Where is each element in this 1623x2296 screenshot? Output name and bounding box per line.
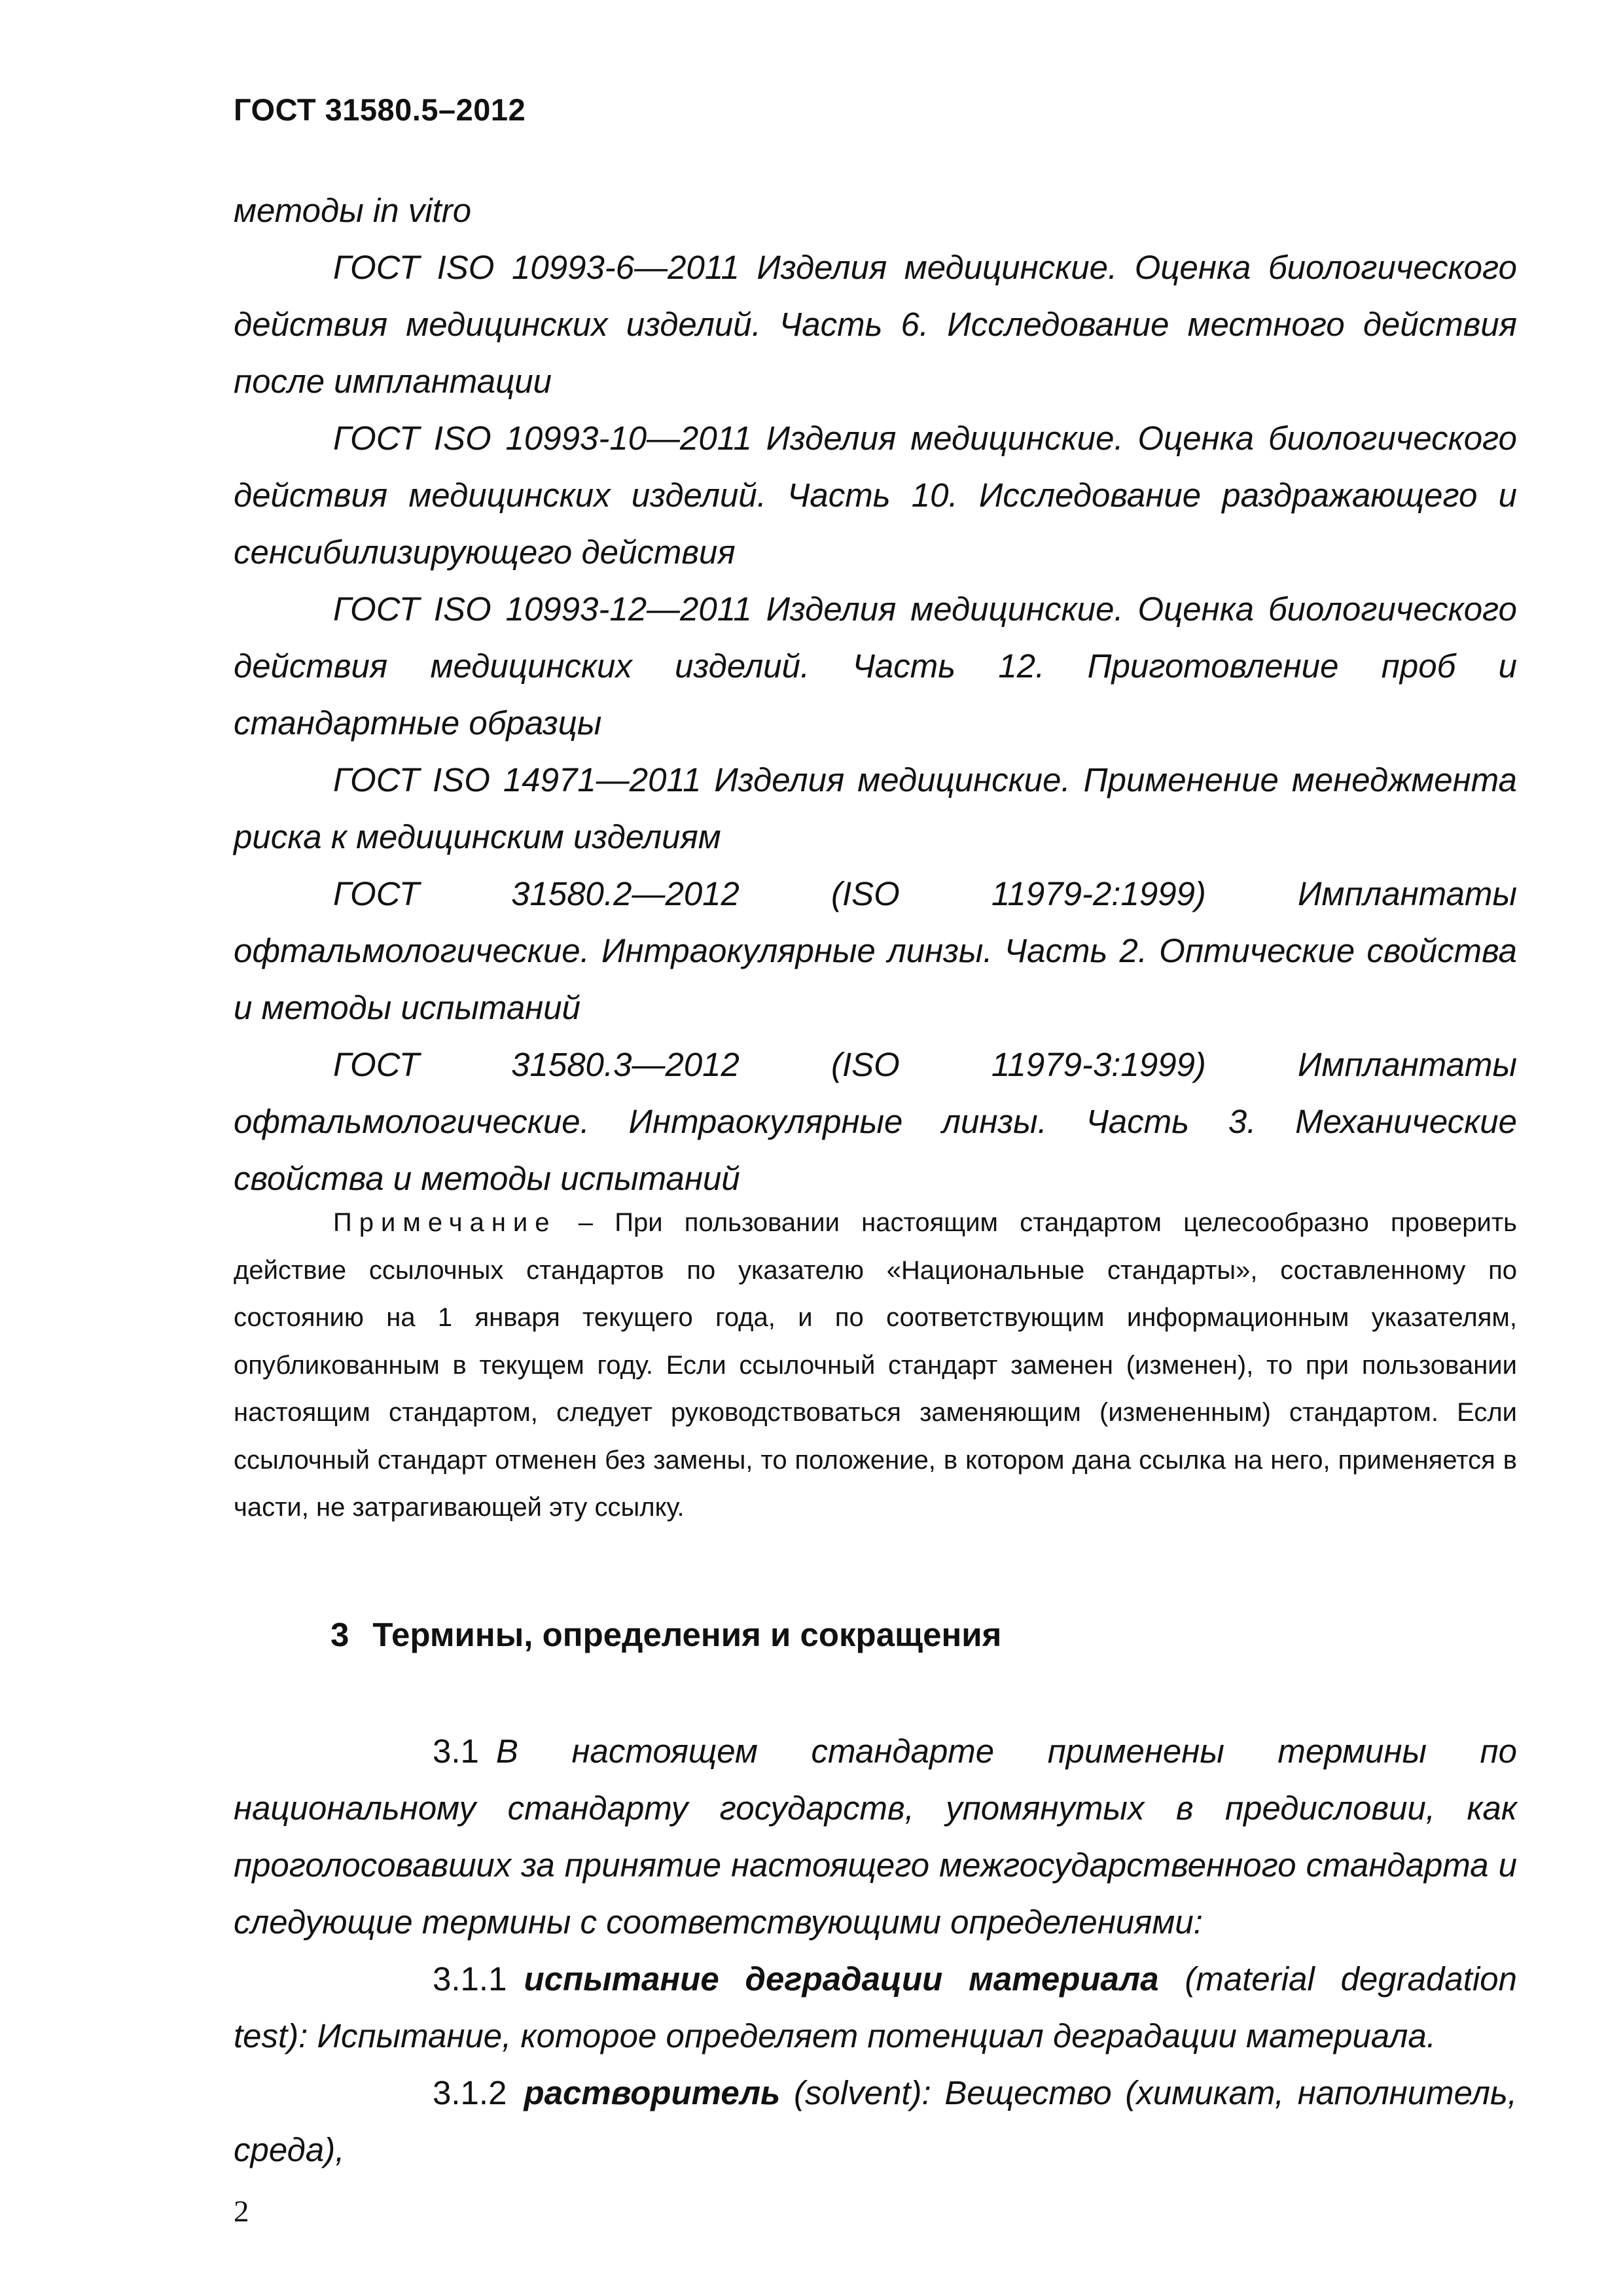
section-heading (330, 1615, 1001, 1654)
reference-item-continuation: офтальмологические. Интраокулярные линзы. Часть 3. Механические свойства и методы испытаний (234, 1103, 1517, 1197)
page-number: 2 (234, 2195, 249, 2229)
clause-text: В настоящем стандарте применены термины по национальному стандарту государств, упомянутых в предисловии, как проголосовавших за принятие настоящего межгосударственного стандарта и следующие термины с соответствующими определениями: (234, 1732, 1517, 1941)
clause-3-1-2 (234, 2064, 1517, 2178)
section-title: Термины, определения и сокращения (372, 1616, 1002, 1653)
reference-item-continuation: офтальмологические. Интраокулярные линзы. Часть 2. Оптические свойства и методы испытаний (234, 932, 1517, 1026)
note-text: – При пользовании настоящим стандартом целесообразно проверить действие ссылочных стандартов по указателю «Национальные стандарты», составленному по состоянию на 1 января текущего года, и по соответствующим информационным указателям, опубликованным в текущем году. Если ссылочный стандарт заменен (изменен), то при пользовании настоящим стандартом, следует руководствоваться заменяющим (измененным) стандартом. Если ссылочный стандарт отменен без замены, то положение, в котором дана ссылка на него, применяется в части, не затрагивающей эту ссылку. (234, 1208, 1517, 1522)
normative-references-list (234, 182, 1517, 1207)
reference-item: ГОСТ ISO 10993-6—2011 Изделия медицинские. Оценка биологического действия медицинских изделий. Часть 6. Исследование местного действия после имплантации (234, 249, 1517, 400)
reference-item-first-line: ГОСТ 31580.2—2012 (ISO 11979-2:1999) Имплантаты (333, 875, 1517, 912)
clause-3-1 (234, 1723, 1517, 1950)
reference-item: ГОСТ ISO 10993-12—2011 Изделия медицинские. Оценка биологического действия медицинских изделий. Часть 12. Приготовление проб и стандартные образцы (234, 590, 1517, 742)
section-number: 3 (330, 1616, 349, 1653)
reference-item: ГОСТ ISO 10993-10—2011 Изделия медицинские. Оценка биологического действия медицинских изделий. Часть 10. Исследование раздражающего и сенсибилизирующего действия (234, 420, 1517, 571)
clause-number: 3.1.2 (433, 2074, 507, 2111)
note-paragraph (234, 1199, 1517, 1532)
term-name: испытание деградации материала (524, 1960, 1159, 1998)
terms-clauses (234, 1723, 1517, 2178)
reference-item-first-line: ГОСТ 31580.3—2012 (ISO 11979-3:1999) Имплантаты (333, 1046, 1517, 1083)
term-definition: (solvent): Вещество (химикат, наполнитель, среда), (234, 2074, 1517, 2168)
clause-3-1-1 (234, 1950, 1517, 2064)
document-header: ГОСТ 31580.5–2012 (234, 92, 526, 127)
reference-item: ГОСТ ISO 14971—2011 Изделия медицинские. Применение менеджмента риска к медицинским изделиям (234, 761, 1517, 855)
term-definition: (material degradation test): Испытание, которое определяет потенциал деградации материала. (234, 1960, 1518, 2054)
clause-number: 3.1.1 (433, 1960, 507, 1998)
note-label: Примечание (333, 1208, 557, 1237)
reference-continuation: методы in vitro (234, 192, 472, 229)
clause-number: 3.1 (433, 1732, 479, 1770)
term-name: растворитель (524, 2074, 781, 2111)
